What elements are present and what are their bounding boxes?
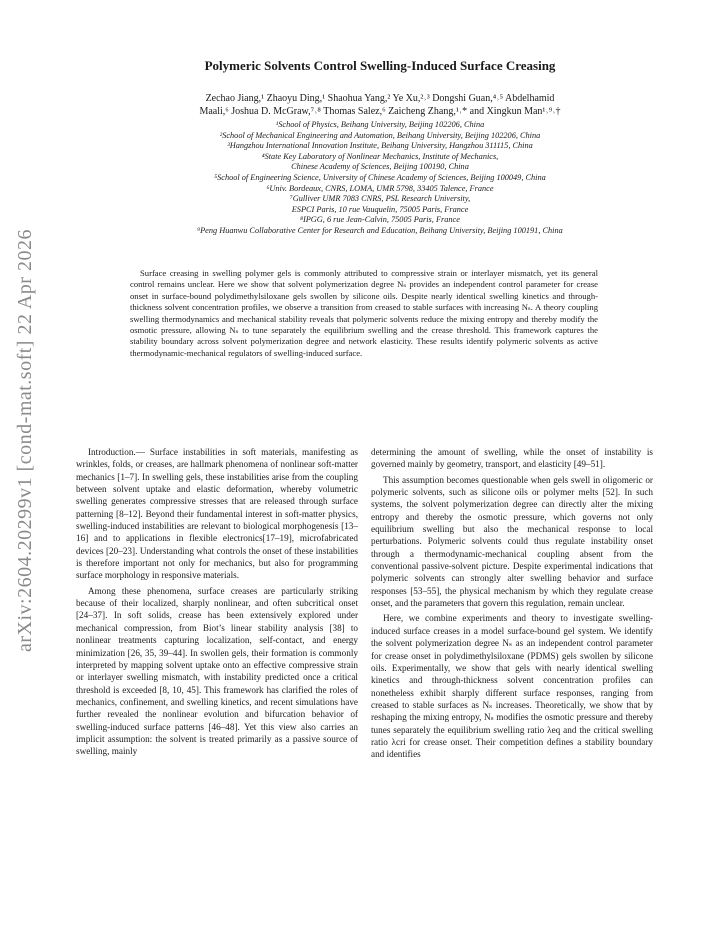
abstract: Surface creasing in swelling polymer gels is commonly attributed to compressive strain or interlayer mismatch, yet its general control remains unclear. Here we show that solvent polymerization degree Nₛ provides an independent control parameter for crease onset in surface-bound polydimethylsiloxane gels swollen by silicone oils. Despite nearly identical swelling kinetics and through-thickness solvent concentration profiles, we observe a transition from creased to stable surfaces with increasing Nₛ. A theory coupling swelling thermodynamics and mechanical stability reveals that polymeric solvents reduce the mixing entropy and thereby modify the osmotic pressure, allowing Nₛ to tune separately the equilibrium swelling and the crease threshold. This framework captures the stability boundary across solvent polymerization degree and network elasticity. These results identify polymeric solvents as active thermodynamic-mechanical regulators of swelling-induced surface. (130, 268, 598, 358)
body-column-right (371, 446, 653, 764)
author-list (90, 92, 670, 118)
affiliation-line: ⁵School of Engineering Science, University of Chinese Academy of Sciences, Beijing 100049, China (214, 172, 546, 182)
affiliation-line: ⁷Gulliver UMR 7083 CNRS, PSL Research University, (289, 194, 471, 204)
paragraph: Among these phenomena, surface creases are particularly striking because of their localized, sharply nonlinear, and often subcritical onset [24–37]. In soft solids, crease has been extensively explored under mechanical compression, from Biot’s linear stability analysis [38] to nonlinear treatments capturing localization, self-contact, and energy minimization [26, 35, 39–44]. In swollen gels, their formation is commonly interpreted by mapping solvent uptake onto an effective compressive strain or interlayer swelling mismatch, with instability predicted once a critical threshold is exceeded [8, 10, 45]. This framework has clarified the roles of mechanics, confinement, and swelling kinetics, and recent simulations have further revealed the nonlinear evolution and bifurcation behavior of swelling-induced surface patterns [46–48]. Yet this view also carries an implicit assumption: the solvent is treated primarily as a passive source of swelling, mainly (76, 585, 358, 757)
affiliation-line: Chinese Academy of Sciences, Beijing 100190, China (291, 162, 469, 172)
affiliation-list (90, 120, 670, 237)
affiliation-line: ³Hangzhou International Innovation Institute, Beihang University, Hangzhou 311115, China (227, 141, 533, 151)
paragraph: determining the amount of swelling, while the onset of instability is governed mainly by geometry, transport, and elasticity [49–51]. (371, 447, 653, 470)
arxiv-identifier: arXiv:2604.20299v1 [cond-mat.soft] 22 Apr 2026 (13, 228, 36, 652)
affiliation-line: ¹School of Physics, Beihang University, Beijing 102206, China (275, 120, 485, 129)
paragraph: Introduction.— Surface instabilities in soft materials, manifesting as wrinkles, folds, or creases, are hallmark phenomena of nonlinear soft-matter mechanics [1–7]. In swelling gels, these instabilities arise from the coupling between solvent uptake and elastic deformation, whereby volumetric swelling generates compressive stresses that are released through surface patterning [8–12]. Beyond their fundamental interest in soft-matter physics, swelling-induced instabilities are relevant to biological morphogenesis [13–16] and to applications in flexible electronics[17–19], microfabricated devices [20–23]. Understanding what controls the onset of these instabilities is therefore important not only for mechanics, but also for programming surface morphology in responsive materials. (76, 447, 358, 581)
affiliation-line: ESPCI Paris, 10 rue Vauquelin, 75005 Paris, France (291, 204, 469, 214)
affiliation-line: ⁹Peng Huanwu Collaborative Center for Research and Education, Beihang University, Beijing 100191, China (197, 225, 563, 235)
arxiv-sidebar-stamp (10, 230, 40, 650)
body-column-left (76, 446, 358, 761)
paper-title: Polymeric Solvents Control Swelling-Induced Surface Creasing (204, 58, 556, 73)
paragraph: This assumption becomes questionable when gels swell in oligomeric or polymeric solvents, such as silicone oils or polymer melts [52]. In such systems, the solvent polymerization degree can directly alter the mixing entropy and thereby the osmotic pressure, which governs not only equilibrium swelling but also the mechanical response to local perturbations. Polymeric solvents could thus regulate instability onset through a thermodynamic-mechanical coupling absent from the conventional passive-solvent picture. Despite experimental indications that polymeric solvents can strongly alter swelling behavior and surface responses [53–55], the physical mechanism by which they regulate crease onset, and the parameters that govern this regulation, remain unclear. (371, 474, 653, 609)
author-line: Zechao Jiang,¹ Zhaoyu Ding,¹ Shaohua Yang,² Ye Xu,²˒³ Dongshi Guan,⁴˒⁵ Abdelhamid (205, 93, 555, 104)
author-line: Maali,⁶ Joshua D. McGraw,⁷˒⁸ Thomas Salez,⁶ Zaicheng Zhang,¹˒* and Xingkun Man¹˒⁹˒† (199, 106, 561, 117)
affiliation-line: ⁴State Key Laboratory of Nonlinear Mechanics, Institute of Mechanics, (261, 151, 499, 161)
affiliation-line: ⁸IPGG, 6 rue Jean-Calvin, 75005 Paris, France (300, 215, 460, 225)
paper-header (90, 58, 670, 237)
paragraph: Here, we combine experiments and theory to investigate swelling-induced surface creases in a model surface-bound gel system. We identify the solvent polymerization degree Nₛ as an independent control parameter for crease onset in polydimethylsiloxane (PDMS) gels swollen by silicone oils. Experimentally, we show that gels with nearly identical swelling kinetics and through-thickness solvent concentration profiles can nonetheless exhibit sharply different surface responses, ranging from creased to stable surfaces as Nₛ increases. Theoretically, we show that by reshaping the mixing entropy, Nₛ modifies the osmotic pressure and thereby tunes separately the equilibrium swelling ratio λeq and the critical swelling ratio λcri for crease onset. Their competition defines a stability boundary and identifies (371, 613, 653, 760)
affiliation-line: ²School of Mechanical Engineering and Automation, Beihang University, Beijing 102206, China (219, 130, 541, 140)
affiliation-line: ⁶Univ. Bordeaux, CNRS, LOMA, UMR 5798, 33405 Talence, France (266, 183, 494, 193)
